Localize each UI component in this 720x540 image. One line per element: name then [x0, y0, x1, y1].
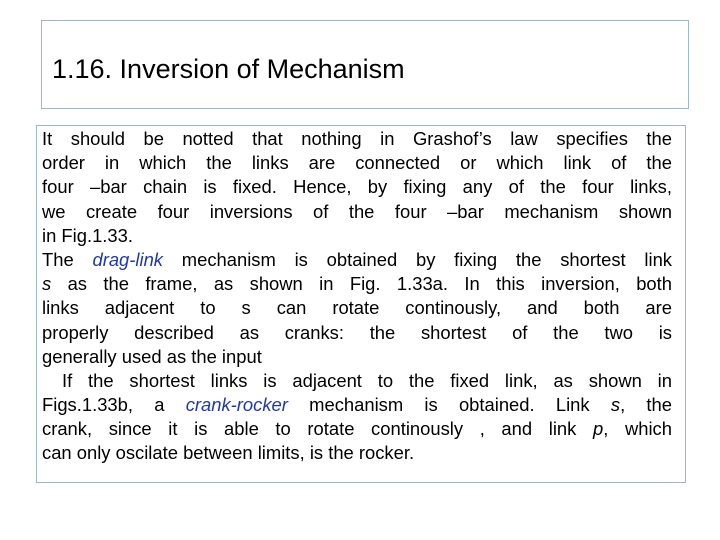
text-line-4: we create four inversions of the four –bar mechanism shown — [42, 200, 672, 222]
body-text-box — [36, 125, 686, 483]
symbol-p: p — [592, 418, 604, 440]
text-line-13 — [42, 417, 672, 441]
text-line-6 — [42, 248, 672, 272]
text-fragment: , the — [620, 394, 672, 416]
title-box — [41, 20, 689, 109]
term-crank-rocker: crank-rocker — [185, 394, 288, 416]
text-line-8: links adjacent to s can rotate continously, and both are — [42, 297, 672, 319]
text-line-3: four –bar chain is fixed. Hence, by fixing any of the four links, — [42, 176, 672, 198]
symbol-s: s — [42, 273, 52, 295]
text-line-7 — [42, 272, 672, 296]
text-line-2: order in which the links are connected or which link of the — [42, 152, 672, 174]
body-text — [42, 127, 672, 466]
slide-title: 1.16. Inversion of Mechanism — [52, 54, 405, 84]
text-line-10: generally used as the input — [42, 345, 262, 367]
text-fragment: as the frame, as shown in Fig. 1.33a. In this inversion, both — [51, 273, 672, 295]
term-drag-link: drag-link — [92, 248, 163, 270]
text-fragment: mechanism is obtained. Link — [287, 394, 611, 416]
text-fragment: The — [42, 248, 93, 270]
text-fragment: Figs.1.33b, a — [42, 394, 186, 416]
symbol-s: s — [610, 394, 621, 416]
text-line-11: If the shortest links is adjacent to the fixed link, as shown in — [62, 369, 672, 391]
text-line-12 — [42, 393, 672, 417]
text-fragment: crank, since it is able to rotate continously , and link — [42, 418, 593, 440]
text-line-5: in Fig.1.33. — [42, 224, 133, 246]
text-fragment: mechanism is obtained by fixing the shortest link — [163, 248, 672, 270]
text-line-1: It should be notted that nothing in Grashof’s law specifies the — [42, 128, 672, 149]
text-line-14: can only oscilate between limits, is the rocker. — [42, 442, 415, 464]
text-fragment: , which — [603, 418, 672, 440]
text-line-9: properly described as cranks: the shortest of the two is — [42, 321, 672, 343]
